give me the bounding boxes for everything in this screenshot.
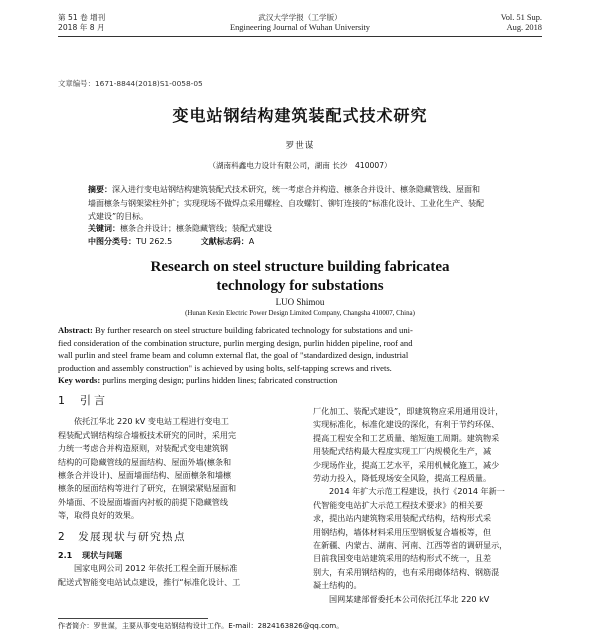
keywords-en-text: purlins merging design; purlins hidden lines; fabricated construction <box>100 375 338 385</box>
right-column-line: 实现标准化，标准化建设的深化，有利于节约环保、 <box>313 419 500 430</box>
class-code: TU 262.5 <box>136 237 173 246</box>
doc-code-label: 文献标志码： <box>200 237 249 246</box>
section-2-title: 发展现状与研究热点 <box>78 530 187 543</box>
footnote-rule <box>58 618 208 619</box>
right-column-line: 厂化加工、装配式建设”，即建筑物应采用通用设计， <box>313 406 504 416</box>
abstract-zh-line: 式建设”的目标。 <box>88 212 149 222</box>
class-label: 中图分类号： <box>88 237 136 246</box>
affiliation-zh: （湖南科鑫电力设计有限公司，湖南 长沙 410007） <box>208 161 392 170</box>
section-1-line: 檩条合并设计)、屋面墙面结构、屋面檩条和墙檩 <box>58 470 232 481</box>
keywords-zh-text: 檩条合并设计；檩条隐藏管线；装配式建设 <box>120 224 272 233</box>
section-1-line: 依托江华北 220 kV 变电站工程进行变电工 <box>74 416 229 427</box>
section-1-line: 等，取得良好的效果。 <box>58 510 139 521</box>
journal-date-zh: 2018 年 8 月 <box>58 23 105 32</box>
right-column-line: 用装配式结构最大程度实现工厂内规模化生产，减 <box>313 446 492 457</box>
right-column-line: 提高工程安全和工艺质量、缩短施工周期。建筑物采 <box>313 432 500 443</box>
section-1-line: 结构的可隐藏管线的屋面结构、屋面外墙(檩条和 <box>58 456 232 467</box>
article-id: 文章编号：1671-8844(2018)S1-0058-05 <box>58 79 203 88</box>
right-column-line: 劳动力投入，降低现场安全风险，提高工程质量。 <box>313 473 492 484</box>
affiliation-en: (Hunan Kexin Electric Power Design Limited Company, Changsha 410007, China) <box>185 310 415 317</box>
section-1-title: 引言 <box>80 394 108 407</box>
abstract-zh-line: 墙面檩条与钢架梁柱外扩；实现现场不做焊点采用螺栓、自攻螺钉、铆钉连接的“标准化设计、工业化生产、装配 <box>88 198 485 208</box>
section-1-line: 外墙面、不设屋面墙面内衬板的前提下隐藏管线 <box>58 496 228 507</box>
abstract-en-line: wall purlin and steel frame beam and column external flat, the goal of "standardized design, industrial <box>58 350 409 360</box>
right-column <box>313 405 550 606</box>
keywords-en-label: Key words: <box>58 375 101 385</box>
abstract-en-label: Abstract: <box>58 325 93 335</box>
section-2-number: 2 <box>58 530 67 543</box>
section-2-line: 国家电网公司 2012 年依托工程全面开展标准 <box>74 563 238 574</box>
right-column-line: 代智能变电站扩大示范工程技术要求》的相关要 <box>313 499 483 510</box>
journal-volume-zh: 第 51 卷 增刊 <box>58 13 106 22</box>
section-1-number: 1 <box>58 394 68 407</box>
right-column-line: 别大，有采用钢结构的，也有采用砌体结构、钢筋混 <box>313 566 500 577</box>
classification-zh <box>88 235 254 249</box>
abstract-en-line: By further research on steel structure building fabricated technology for substations and uni- <box>92 325 413 335</box>
journal-name-zh: 武汉大学学报（工学版） <box>258 13 342 22</box>
section-2-heading <box>58 531 295 544</box>
section-2-line: 配送式智能变电站试点建设，推行“标准化设计、工 <box>58 576 241 587</box>
journal-date-en: Aug. 2018 <box>506 23 542 32</box>
section-1-line: 檩条的屋面结构等进行了研究，在钢梁紧贴屋面和 <box>58 483 237 494</box>
title-zh: 变电站钢结构建筑装配式技术研究 <box>172 106 428 125</box>
header-rule <box>58 36 542 37</box>
author-footnote: 作者简介：罗世谋，主要从事变电站钢结构设计工作。E-mail：2824163826@qq.com。 <box>58 621 344 630</box>
title-en <box>0 258 600 296</box>
doc-code: A <box>248 237 255 246</box>
right-column-line: 2014 年扩大示范工程建设，执行《2014 年新一 <box>329 486 505 497</box>
section-1-line: 力统一考虑合并构造原则，对装配式变电建筑钢 <box>58 443 228 454</box>
right-column-line: 目前我国变电站建筑采用的结构形式不统一，且差 <box>313 553 492 564</box>
abstract-zh <box>88 183 543 224</box>
title-en-line: technology for substations <box>216 278 384 294</box>
right-column-line: 凝土结构的。 <box>313 580 362 591</box>
journal-name-en: Engineering Journal of Wuhan University <box>230 23 370 32</box>
abstract-en <box>58 324 548 387</box>
section-1-heading <box>58 394 295 407</box>
keywords-zh-label: 关键词： <box>88 224 120 233</box>
abstract-zh-line: 深入进行变电站钢结构建筑装配式技术研究，统一考虑合并构造、檩条合并设计、檩条隐藏管线、屋面和 <box>112 185 480 194</box>
subsection-2-1-title: 现状与问题 <box>82 551 123 561</box>
section-1-line: 程装配式钢结构综合墙板技术研究的同时，采用完 <box>58 429 237 440</box>
keywords-zh <box>88 222 272 236</box>
abstract-en-line: production and assembly construction" is achieved by using bolts, self-tapping screws and rivets. <box>58 362 392 373</box>
journal-volume-en: Vol. 51 Sup. <box>500 13 542 22</box>
author-zh: 罗世谋 <box>285 141 315 151</box>
subsection-2-1-number: 2.1 <box>58 551 73 561</box>
left-column <box>58 394 295 589</box>
author-en: LUO Shimou <box>275 297 325 307</box>
title-en-line: Research on steel structure building fabricatea <box>150 259 450 275</box>
right-column-line: 少现场作业，提高工艺水平，采用机械化施工，减少 <box>313 459 500 470</box>
right-column-line: 用钢结构，墙体材料采用压型钢板复合墙板等，但 <box>313 526 492 537</box>
right-column-line: 求，提出站内建筑物采用装配式结构，结构形式采 <box>313 513 492 524</box>
subsection-2-1-heading <box>58 549 295 562</box>
abstract-en-line: fied consideration of the combination structure, purlin merging design, purlin hidden pipeline, roof and <box>58 337 413 348</box>
right-column-line: 国网某建部督委托本公司依托江华北 220 kV <box>329 593 490 604</box>
right-column-line: 在新疆、内蒙古、湖南、河南、江西等省的调研显示， <box>313 540 508 551</box>
abstract-zh-label: 摘要： <box>88 185 112 194</box>
